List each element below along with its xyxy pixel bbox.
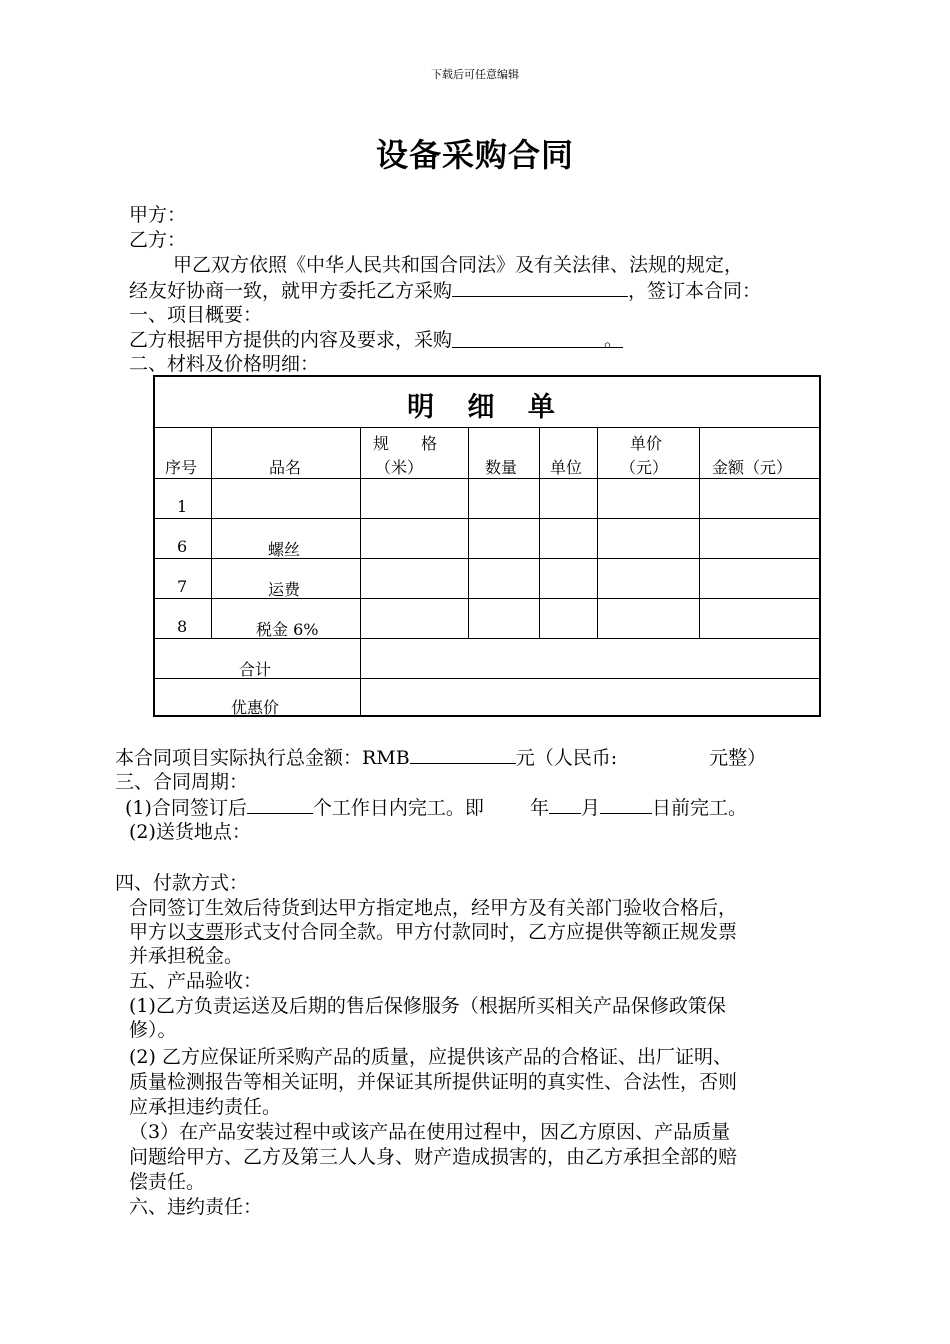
row-3-seq-cell [155,559,212,599]
purchase-item-blank [452,278,628,297]
row-2-spec [361,519,469,559]
intro-text-a: 经友好协商一致，就甲方委托乙方采购 [129,280,453,302]
discount-value-cell [361,679,819,715]
party-a-label: 甲方： [129,204,187,226]
header-qty: 数量 [485,458,518,477]
row-4-name-cell [212,599,361,639]
row-3-name: 运费 [268,580,301,599]
section-3-title: 三、合同周期： [115,771,249,793]
section-4-line-2 [129,920,737,944]
section-4-title: 四、付款方式： [115,872,249,894]
header-unit-cell [540,428,598,479]
header-amount: 金额（元） [712,458,793,477]
row-4-seq-cell [155,599,212,639]
row-3-seq: 7 [177,577,188,596]
contract-title: 设备采购合同 [375,136,574,174]
section-5-3-b: 问题给甲方、乙方及第三人人身、财产造成损害的，由乙方承担全部的赔 [129,1146,738,1168]
payment-method: 支票 [186,921,225,943]
row-4-seq: 8 [177,617,188,636]
header-spec-top: 规 格 [373,434,438,453]
row-3-name-cell [212,559,361,599]
header-price-cell [598,428,700,479]
header-qty-cell [469,428,540,479]
s3-1-day: 日前完工。 [651,797,747,819]
header-name-cell [212,428,361,479]
row-4-unit [540,599,598,639]
header-name: 品名 [269,458,302,477]
discount-label-cell [155,679,361,715]
header-note: 下载后可任意编辑 [431,68,519,81]
section-5-2-a: (2) 乙方应保证所采购产品的质量，应提供该产品的合格证、出厂证明、 [129,1046,732,1068]
section-1-line [129,328,623,352]
intro-text-b: ，签订本合同： [628,280,762,302]
section-5-2-b: 质量检测报告等相关证明，并保证其所提供证明的真实性、合法性，否则 [129,1071,738,1093]
section-5-3-a: （3）在产品安装过程中或该产品在使用过程中，因乙方原因、产品质量 [129,1121,731,1143]
header-spec-cell [361,428,469,479]
total-amount-line [115,745,766,770]
s4-2-text-c: 形式支付合同全款。甲方付款同时，乙方应提供等额正规发票 [224,921,738,943]
row-4-name: 税金 6% [256,620,319,639]
row-2-seq-cell [155,519,212,559]
intro-line-1: 甲乙双方依照《中华人民共和国合同法》及有关法律、法规的规定， [173,254,744,276]
section-4-line-3: 并承担税金。 [129,945,244,967]
section-5-2-c: 应承担违约责任。 [129,1096,282,1118]
total-label-cell [155,639,361,679]
row-2-amount [700,519,819,559]
row-2-seq: 6 [177,537,188,556]
row-4-amount [700,599,819,639]
section-5-3-c: 偿责任。 [129,1171,206,1193]
total-rmb-end: 元整） [709,747,767,769]
header-price-top: 单价 [630,434,663,453]
total-amount-blank [410,745,516,764]
row-4-spec [361,599,469,639]
workdays-blank [247,795,313,814]
header-unit: 单位 [550,458,583,477]
row-1-amount [700,479,819,519]
row-4-price [598,599,700,639]
discount-label: 优惠价 [231,698,280,717]
section-1-blank: 。 [604,329,624,351]
row-1-spec [361,479,469,519]
total-label: 合计 [239,660,272,679]
header-price-bottom: （元） [620,458,669,477]
s3-1-year: 年 [529,797,549,819]
total-amount-text: 本合同项目实际执行总金额：RMB [115,747,410,769]
row-1-seq: 1 [177,497,188,516]
row-1-unit [540,479,598,519]
intro-line-2 [129,278,761,303]
s4-2-text-a: 甲方以 [129,921,187,943]
row-1-qty [469,479,540,519]
section-3-line-2: (2)送货地点： [129,821,251,843]
header-amount-cell [700,428,819,479]
row-2-name-cell [212,519,361,559]
row-1-seq-cell [155,479,212,519]
s3-1-month: 月 [580,797,600,819]
section-1-text: 乙方根据甲方提供的内容及要求，采购 [129,329,453,351]
s3-1-text-a: (1)合同签订后 [125,797,247,819]
section-5-1-b: 修）。 [129,1019,177,1041]
detail-table [153,375,821,717]
total-value-cell [361,639,819,679]
row-3-unit [540,559,598,599]
row-3-qty [469,559,540,599]
row-3-amount [700,559,819,599]
row-2-name: 螺丝 [268,540,301,559]
section-3-line-1 [125,795,747,820]
total-rmb-text: 元（人民币: [515,747,618,769]
section-2-title: 二、材料及价格明细： [129,353,320,375]
row-1-price [598,479,700,519]
row-2-qty [469,519,540,559]
section-5-1-a: (1)乙方负责运送及后期的售后保修服务（根据所买相关产品保修政策保 [129,995,726,1017]
section-6-title: 六、违约责任： [129,1196,263,1218]
row-3-price [598,559,700,599]
row-2-price [598,519,700,559]
header-seq-cell [155,428,212,479]
section-4-line-1: 合同签订生效后待货到达甲方指定地点，经甲方及有关部门验收合格后， [129,897,738,919]
row-2-unit [540,519,598,559]
party-b-label: 乙方： [129,229,187,251]
row-3-spec [361,559,469,599]
s3-1-text-b: 个工作日内完工。即 [312,797,484,819]
header-spec-bottom: （米） [375,458,424,477]
row-1-name-cell [212,479,361,519]
section-5-title: 五、产品验收： [129,970,263,992]
header-seq: 序号 [165,458,198,477]
row-4-qty [469,599,540,639]
day-blank [600,795,652,814]
table-title: 明 细 单 [407,392,567,423]
month-blank [549,795,581,814]
section-1-title: 一、项目概要： [129,304,263,326]
